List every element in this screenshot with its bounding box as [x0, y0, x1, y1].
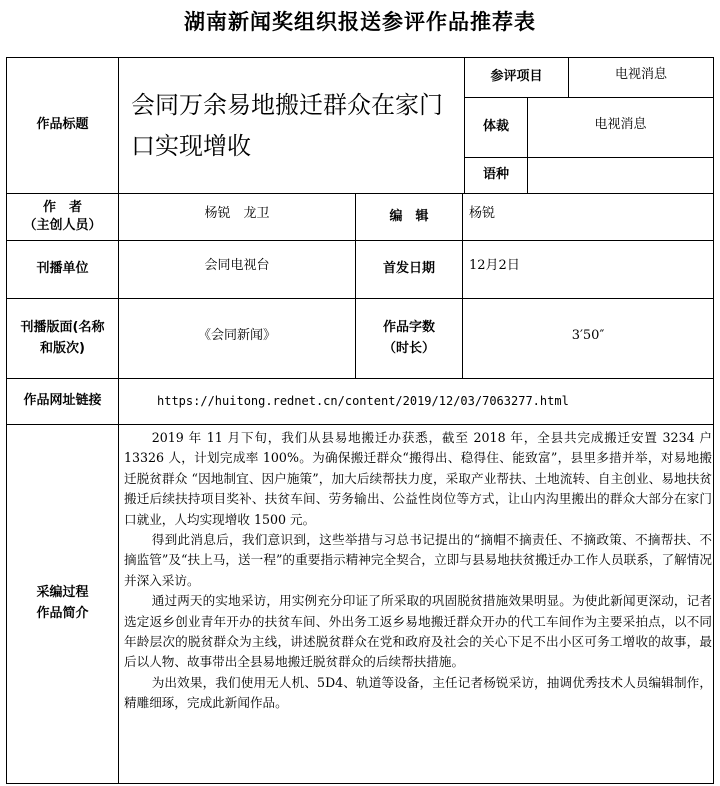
url-label: 作品网址链接: [23, 393, 102, 409]
genre-value: 电视消息: [594, 116, 647, 132]
description-paragraph: 通过两天的实地采访，用实例充分印证了所采取的巩固脱贫措施效果明显。为使此新闻更深动，记者选定返乡创业青年开办的扶贫车间、外出务工返乡易地搬迁群众开办的代工车间作为主要采拍点，以不同年龄层次的脱贫群众为主线，讲述脱贫群众在党和政府及社会的关心下足不出小区可务工增收的故事，最后以人物、故事带出全县易地搬迁脱贫群众的后续帮扶措施。: [124, 593, 712, 670]
category-value: 电视消息: [614, 66, 667, 82]
desc-label: [7, 425, 118, 783]
length-label-line2: （时长）: [382, 340, 435, 356]
work-url-link[interactable]: https://huitong.rednet.cn/content/2019/12/03/7063277.html: [157, 394, 569, 409]
author-label-line2: （主创人员）: [23, 218, 102, 233]
section-label: 刊播版面(名称和版次): [20, 320, 105, 356]
description-paragraph: 得到此消息后，我们意识到，这些举措与习总书记提出的“摘帽不摘责任、不摘政策、不摘帮扶、不摘监管”及“扶上马，送一程”的重要指示精神完全契合，立即与县易地扶贫搬迁办工作人员联系，了解情况并深入采访。: [124, 531, 712, 588]
author-label-line1: 作 者: [42, 200, 82, 216]
editor-value: 杨锐: [469, 205, 496, 221]
date-value: 12月2日: [469, 257, 520, 273]
section-value: 《会同新闻》: [197, 328, 276, 344]
authors-value: 杨锐 龙卫: [204, 205, 270, 221]
desc-label-line2: 作品简介: [36, 606, 89, 621]
language-value: [528, 158, 713, 193]
category-label: 参评项目: [490, 69, 543, 85]
desc-label-line1: 采编过程: [36, 585, 89, 601]
description-paragraph: 为出效果，我们使用无人机、5D4、轨道等设备，主任记者杨锐采访，抽调优秀技术人员编辑制作，精雕细琢，完成此新闻作品。: [124, 674, 712, 711]
page-title: 湖南新闻奖组织报送参评作品推荐表: [184, 10, 536, 34]
work-title: 会同万余易地搬迁群众在家门口实现增收: [131, 90, 443, 160]
editor-label: 编 辑: [389, 208, 429, 224]
length-label: [356, 299, 462, 378]
unit-value: 会同电视台: [204, 257, 270, 273]
length-value: 3′50″: [571, 328, 605, 344]
length-label-line1: 作品字数: [382, 319, 435, 335]
unit-label: 刊播单位: [36, 261, 89, 277]
language-label: 语种: [482, 167, 509, 183]
description-paragraph: 2019 年 11 月下旬，我们从县易地搬迁办获悉，截至 2018 年，全县共完成搬迁安置 3234 户 13326 人，计划完成率 100%。为确保搬迁群众“搬得出、稳得住、能致富”，县里多措并举，对易地搬迁脱贫群众 “因地制宜、因户施策”，加大后续帮扶力度，采取产业帮扶、土地流转、自主创业、易地扶贫搬迁后续扶持项目奖补、扶贫车间、劳务输出、公益性岗位等方式，让山内沟里搬出的群众大部分在家门口就业，人均实现增收 1500 元。: [124, 430, 712, 527]
author-label: [7, 194, 118, 240]
genre-label: 体裁: [482, 119, 509, 135]
date-label: 首发日期: [382, 261, 435, 277]
description-text: [124, 428, 712, 713]
title-label: 作品标题: [36, 117, 89, 133]
